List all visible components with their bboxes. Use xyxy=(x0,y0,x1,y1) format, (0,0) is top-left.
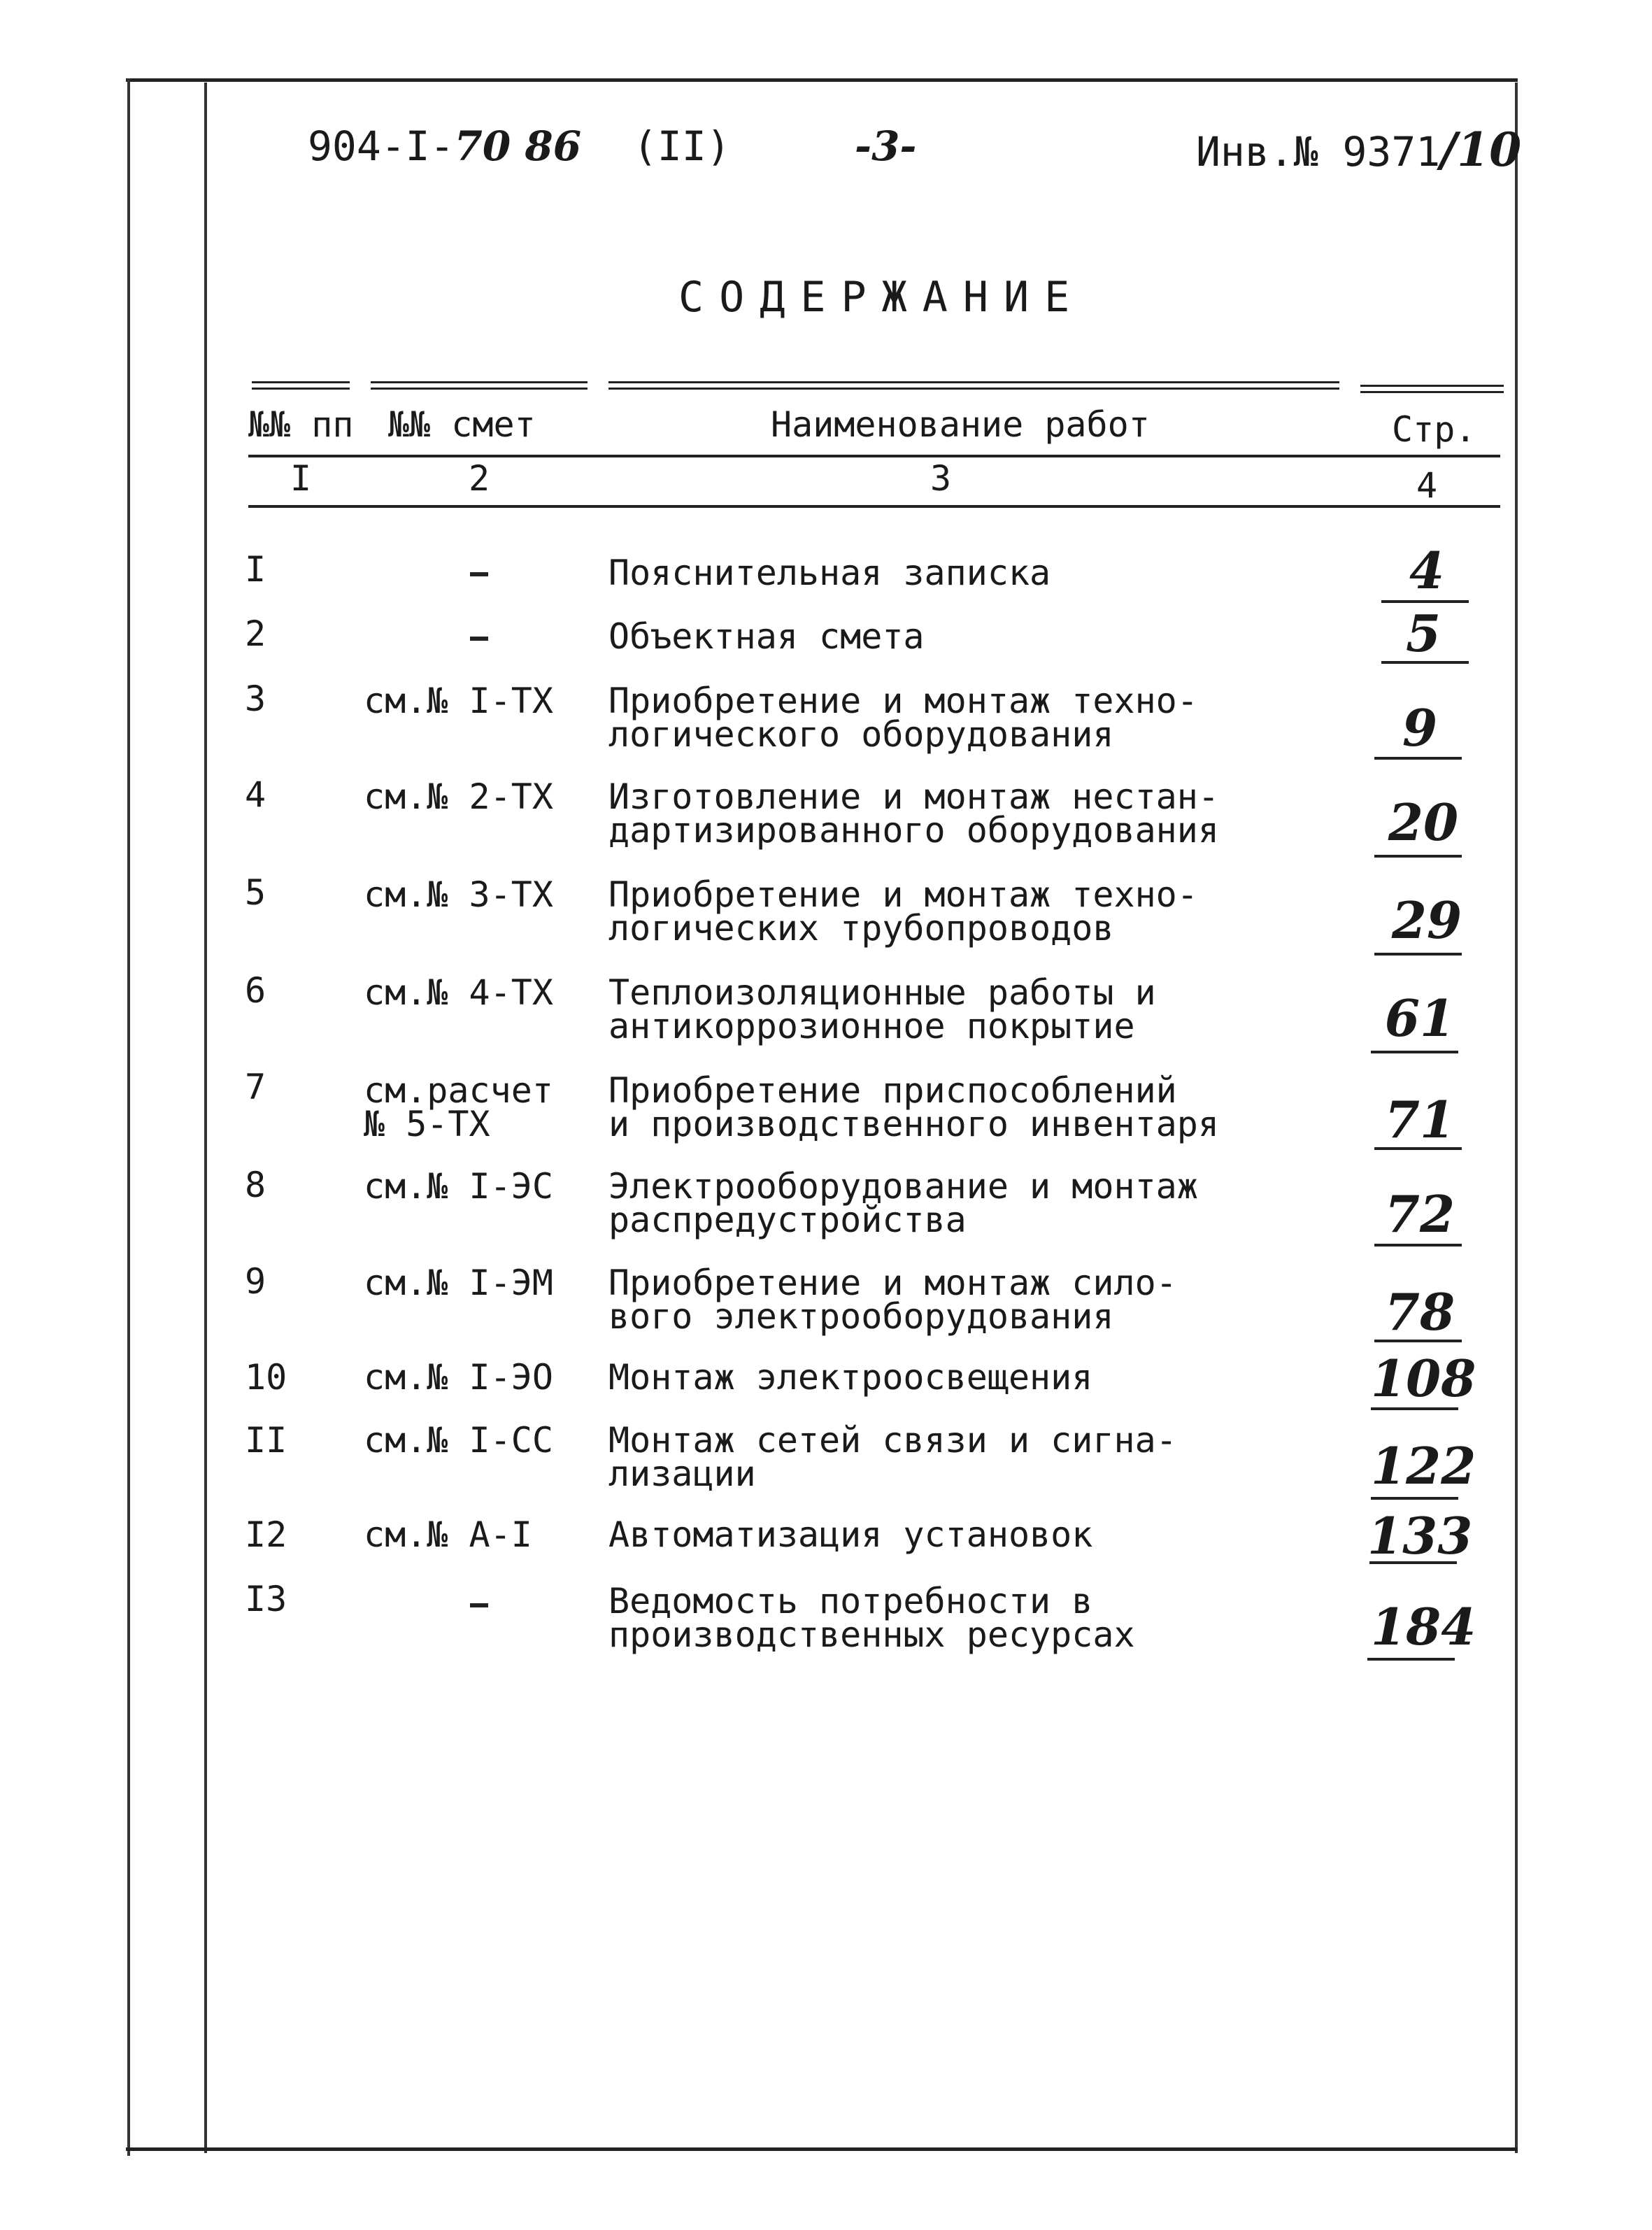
row-name: Изготовление и монтаж нестан- дартизированного оборудования xyxy=(608,776,1219,851)
row-page-underline xyxy=(1381,600,1469,603)
row-page: 20 xyxy=(1388,793,1459,852)
page-number: -3- xyxy=(855,122,917,170)
row-page: 108 xyxy=(1371,1349,1476,1408)
row-name: Монтаж электроосвещения xyxy=(608,1357,1093,1398)
row-number: II xyxy=(245,1420,287,1461)
header-rule-col1 xyxy=(252,381,350,390)
row-number: 2 xyxy=(245,613,266,654)
row-number: I xyxy=(245,549,266,590)
row-estimate: см.№ 2-ТХ xyxy=(364,776,553,817)
row-page-underline xyxy=(1369,1561,1457,1564)
row-estimate: см.№ I-ЭМ xyxy=(364,1263,553,1303)
row-estimate-dash xyxy=(470,572,488,576)
row-page-underline xyxy=(1371,1497,1458,1500)
row-name: Теплоизоляционные работы и антикоррозионное покрытие xyxy=(608,972,1156,1046)
header-rule-col4 xyxy=(1360,385,1504,393)
frame-left-outer-line xyxy=(127,78,130,2156)
page-title: СОДЕРЖАНИЕ xyxy=(678,273,1085,322)
row-number: 5 xyxy=(245,872,266,913)
row-number: 8 xyxy=(245,1165,266,1205)
row-page-underline xyxy=(1381,661,1469,664)
row-page: 5 xyxy=(1405,604,1441,663)
row-number: I3 xyxy=(245,1579,287,1619)
column-header-page: Стр. xyxy=(1392,409,1476,450)
document-code-typed: 904-I- xyxy=(308,122,455,170)
header-rule-middle xyxy=(248,455,1500,457)
row-page-underline xyxy=(1374,757,1462,760)
row-number: I2 xyxy=(245,1514,287,1555)
inventory-number-typed: Инв.№ 9371 xyxy=(1196,128,1441,176)
row-page-underline xyxy=(1374,1340,1462,1342)
row-page: 71 xyxy=(1384,1090,1455,1149)
row-page: 29 xyxy=(1391,890,1462,950)
row-name: Автоматизация установок xyxy=(608,1514,1093,1555)
document-part: (II) xyxy=(633,122,731,170)
inventory-number xyxy=(1196,122,1521,177)
row-page: 61 xyxy=(1384,988,1455,1048)
column-number-4: 4 xyxy=(1416,465,1438,506)
row-estimate: см.расчет № 5-ТХ xyxy=(364,1070,553,1144)
header-rule-bottom xyxy=(248,505,1500,508)
row-page: 78 xyxy=(1384,1282,1455,1342)
row-page-underline xyxy=(1371,1051,1458,1053)
header-rule-col3 xyxy=(608,381,1339,390)
row-estimate: см.№ I-ТХ xyxy=(364,681,553,721)
row-name: Приобретение и монтаж техно- логического оборудования xyxy=(608,681,1198,755)
row-estimate: см.№ I-ЭС xyxy=(364,1166,553,1207)
row-name: Ведомость потребности в производственных ресурсах xyxy=(608,1581,1135,1655)
column-number-1: I xyxy=(290,458,312,499)
row-name: Приобретение и монтаж сило- вого электрооборудования xyxy=(608,1263,1177,1337)
row-number: 9 xyxy=(245,1261,266,1302)
inventory-number-handwritten: /10 xyxy=(1440,122,1522,177)
row-estimate-dash xyxy=(470,637,488,641)
row-estimate: см.№ I-СС xyxy=(364,1420,553,1461)
row-number: 6 xyxy=(245,970,266,1011)
row-number: 7 xyxy=(245,1067,266,1107)
document-code-handwritten: 70 86 xyxy=(454,122,582,170)
row-name: Объектная смета xyxy=(608,616,925,657)
row-page-underline xyxy=(1374,1147,1462,1150)
frame-bottom-line xyxy=(126,2147,1518,2151)
row-number: 4 xyxy=(245,774,266,815)
column-header-number: №№ пп xyxy=(248,404,354,445)
row-estimate: см.№ I-ЭО xyxy=(364,1357,553,1398)
row-page-underline xyxy=(1374,1244,1462,1247)
row-page-underline xyxy=(1371,1407,1458,1410)
row-estimate: см.№ А-I xyxy=(364,1514,532,1555)
header-rule-col2 xyxy=(371,381,588,390)
row-name: Монтаж сетей связи и сигна- лизации xyxy=(608,1420,1177,1494)
row-page-underline xyxy=(1374,953,1462,956)
row-name: Электрооборудование и монтаж распредустройства xyxy=(608,1166,1198,1240)
column-number-2: 2 xyxy=(469,458,490,499)
row-name: Приобретение приспособлений и производственного инвентаря xyxy=(608,1070,1219,1144)
row-page-underline xyxy=(1367,1658,1455,1661)
row-estimate: см.№ 3-ТХ xyxy=(364,874,553,915)
row-page: 184 xyxy=(1371,1597,1476,1656)
row-number: 10 xyxy=(245,1357,287,1398)
frame-right-line xyxy=(1515,83,1518,2153)
row-number: 3 xyxy=(245,679,266,719)
row-page-underline xyxy=(1374,855,1462,858)
frame-top-line xyxy=(126,78,1518,82)
column-number-3: 3 xyxy=(930,458,952,499)
row-name: Пояснительная записка xyxy=(608,553,1051,593)
row-page: 122 xyxy=(1371,1436,1476,1496)
row-page: 9 xyxy=(1402,698,1438,758)
row-page: 4 xyxy=(1409,541,1445,600)
row-page: 133 xyxy=(1367,1506,1473,1565)
document-code xyxy=(308,122,581,170)
row-estimate: см.№ 4-ТХ xyxy=(364,972,553,1013)
row-page: 72 xyxy=(1384,1184,1455,1244)
row-estimate-dash xyxy=(470,1603,488,1607)
row-name: Приобретение и монтаж техно- логических трубопроводов xyxy=(608,874,1198,949)
column-header-name: Наименование работ xyxy=(771,404,1150,445)
column-header-estimate: №№ смет xyxy=(388,404,536,445)
frame-left-inner-line xyxy=(204,83,207,2153)
